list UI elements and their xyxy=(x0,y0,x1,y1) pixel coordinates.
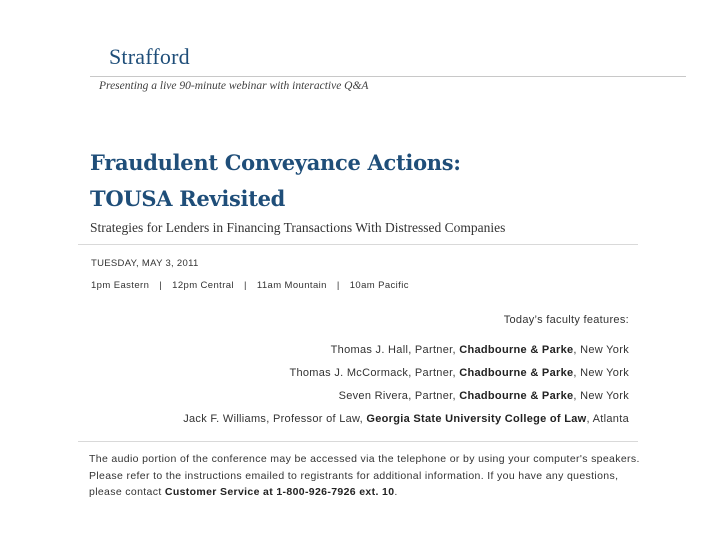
time-mountain: 11am Mountain xyxy=(256,280,327,291)
faculty-org: Chadbourne & Parke xyxy=(459,344,574,356)
title-line-1: Fraudulent Conveyance Actions: xyxy=(90,150,461,175)
audio-notice xyxy=(89,451,649,501)
faculty-name: Jack F. Williams, Professor of Law, xyxy=(183,413,367,425)
faculty-name: Thomas J. McCormack, Partner, xyxy=(289,367,460,379)
faculty-member xyxy=(69,342,629,365)
section-divider xyxy=(78,244,638,245)
webinar-date: TUESDAY, MAY 3, 2011 xyxy=(91,258,199,269)
section-divider xyxy=(78,441,638,442)
faculty-list xyxy=(69,312,629,434)
time-pacific: 10am Pacific xyxy=(349,280,409,291)
time-separator: | xyxy=(336,280,340,291)
time-separator: | xyxy=(159,280,163,291)
faculty-member xyxy=(69,411,629,434)
faculty-org: Georgia State University College of Law xyxy=(366,413,587,425)
faculty-org: Chadbourne & Parke xyxy=(459,390,574,402)
header-divider xyxy=(90,76,686,77)
faculty-member xyxy=(69,388,629,411)
faculty-heading: Today’s faculty features: xyxy=(503,314,629,326)
faculty-member xyxy=(69,365,629,388)
faculty-org: Chadbourne & Parke xyxy=(459,367,574,379)
strafford-logo: Strafford xyxy=(109,44,190,69)
time-eastern: 1pm Eastern xyxy=(91,280,150,291)
webinar-times xyxy=(91,280,409,291)
time-central: 12pm Central xyxy=(172,280,234,291)
faculty-name: Thomas J. Hall, Partner, xyxy=(330,344,460,356)
faculty-location: , New York xyxy=(573,344,629,356)
tagline: Presenting a live 90-minute webinar with interactive Q&A xyxy=(99,80,369,92)
title-line-2: TOUSA Revisited xyxy=(90,186,286,211)
notice-text: The audio portion of the conference may be accessed via the telephone or by using your computer's speakers. Please refer to the instructions emailed to registrants for additional information. If you have any questions, please contact xyxy=(89,453,640,498)
customer-service-contact: Customer Service at 1-800-926-7926 ext. 10 xyxy=(164,486,395,498)
time-separator: | xyxy=(243,280,247,291)
faculty-location: , Atlanta xyxy=(586,413,629,425)
faculty-location: , New York xyxy=(573,390,629,402)
notice-end: . xyxy=(394,486,398,498)
subtitle: Strategies for Lenders in Financing Transactions With Distressed Companies xyxy=(90,220,506,235)
faculty-name: Seven Rivera, Partner, xyxy=(338,390,460,402)
faculty-location: , New York xyxy=(573,367,629,379)
